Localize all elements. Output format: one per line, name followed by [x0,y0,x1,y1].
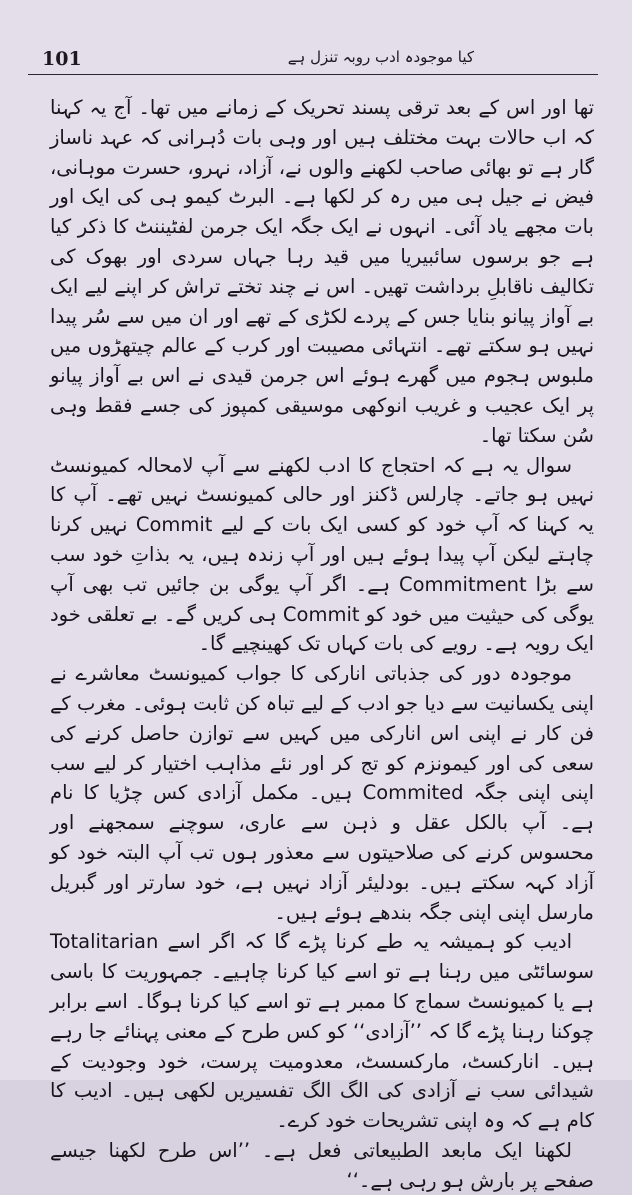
paragraph: موجودہ دور کی جذباتی انارکی کا جواب کمیونسٹ معاشرے نے اپنی یکسانیت سے دیا جو ادب کے لیے تباہ کن ثابت ہوئی۔ مغرب کے فن کار نے اپنی اس انارکی میں کہیں سے توازن حاصل کرنے کی سعی کی اور کیمونزم کو تج کر اور نئے مذاہب اختیار کر لیے سب اپنی اپنی جگہ Commited ہیں۔ مکمل آزادی کس چڑیا کا نام ہے۔ آپ بالکل عقل و ذہن سے عاری، سوچنے سمجھنے اور محسوس کرنے کی صلاحیتوں سے معذور ہوں تب آپ البتہ خود کو آزاد کہہ سکتے ہیں۔ بودلیئر آزاد نہیں ہے، خود سارتر اور گبریل مارسل اپنی اپنی جگہ بندھے ہوئے ہیں۔ [50,662,595,924]
page-header [28,44,598,75]
page-number: 101 [42,48,82,70]
paragraph: لکھنا ایک مابعد الطبیعاتی فعل ہے۔ ’’اس طرح لکھنا جیسے صفحے پر بارش ہو رہی ہے۔‘‘ [50,1138,594,1192]
paragraph: سوال یہ ہے کہ احتجاج کا ادب لکھنے سے آپ لامحالہ کمیونسٹ نہیں ہو جاتے۔ چارلس ڈکنز اور حالی کمیونسٹ نہیں تھے۔ آپ کا یہ کہنا کہ آپ خود کو کسی ایک بات کے لیے Commit نہیں کرنا چاہتے لیکن آپ پیدا ہوئے ہیں اور آپ زندہ ہیں، یہ بذاتِ خود سب سے بڑا Commitment ہے۔ اگر آپ یوگی بن جائیں تب بھی آپ یوگی کی حیثیت میں خود کو Commit ہی کریں گے۔ بے تعلقی خود ایک رویہ ہے۔ رویے کی بات کہاں تک کھینچیے گا۔ [50,453,594,656]
body-text [24,93,604,1195]
paragraph: ادیب کو ہمیشہ یہ طے کرنا پڑے گا کہ اگر اسے Totalitarian سوسائٹی میں رہنا ہے تو اسے کیا کرنا چاہیے۔ جمہوریت کا باسی ہے یا کمیونسٹ سماج کا ممبر ہے تو اسے کیا کرنا ہوگا۔ اسے برابر چوکنا رہنا پڑے گا کہ ’’آزادی‘‘ کو کس طرح کے معنی پہنائے جا رہے ہیں۔ انارکسٹ، مارکسسٹ، معدومیت پرست، خود وجودیت کے شیدائی سب نے آزادی کی الگ الگ تفسیریں لکھی ہیں۔ ادیب کا کام ہے کہ وہ اپنی تشریحات خود کرے۔ [50,930,594,1133]
running-title: کیا موجودہ ادب روبہ تنزل ہے [287,48,474,66]
paragraph: تھا اور اس کے بعد ترقی پسند تحریک کے زمانے میں تھا۔ آج یہ کہنا کہ اب حالات بہت مختلف ہیں اور وہی بات دُہرانی کہ عہد ناساز گار ہے تو بھائی صاحب لکھنے والوں نے، آزاد، نہرو، حسرت موہانی، فیض نے جیل ہی میں رہ کر لکھا ہے۔ البرٹ کیمو ہی کی ایک اور بات مجھے یاد آئی۔ انہوں نے ایک جگہ ایک جرمن لفٹیننٹ کا ذکر کیا ہے جو برسوں سائبیریا میں قید رہا جہاں سردی اور بھوک کی تکالیف ناقابلِ برداشت تھیں۔ اس نے چند تختے تراش کر اپنے لیے ایک بے آواز پیانو بنایا جس کے پردے لکڑی کے تھے اور ان میں سے سُر پیدا نہیں ہو سکتے تھے۔ انتہائی مصیبت اور کرب کے عالم چیتھڑوں میں ملبوس ہجوم میں گھرے ہوئے اس جرمن قیدی نے اس بے آواز پیانو پر ایک عجیب و غریب انوکھی موسیقی کمپوز کی جسے فقط وہی سُن سکتا تھا۔ [50,96,594,447]
